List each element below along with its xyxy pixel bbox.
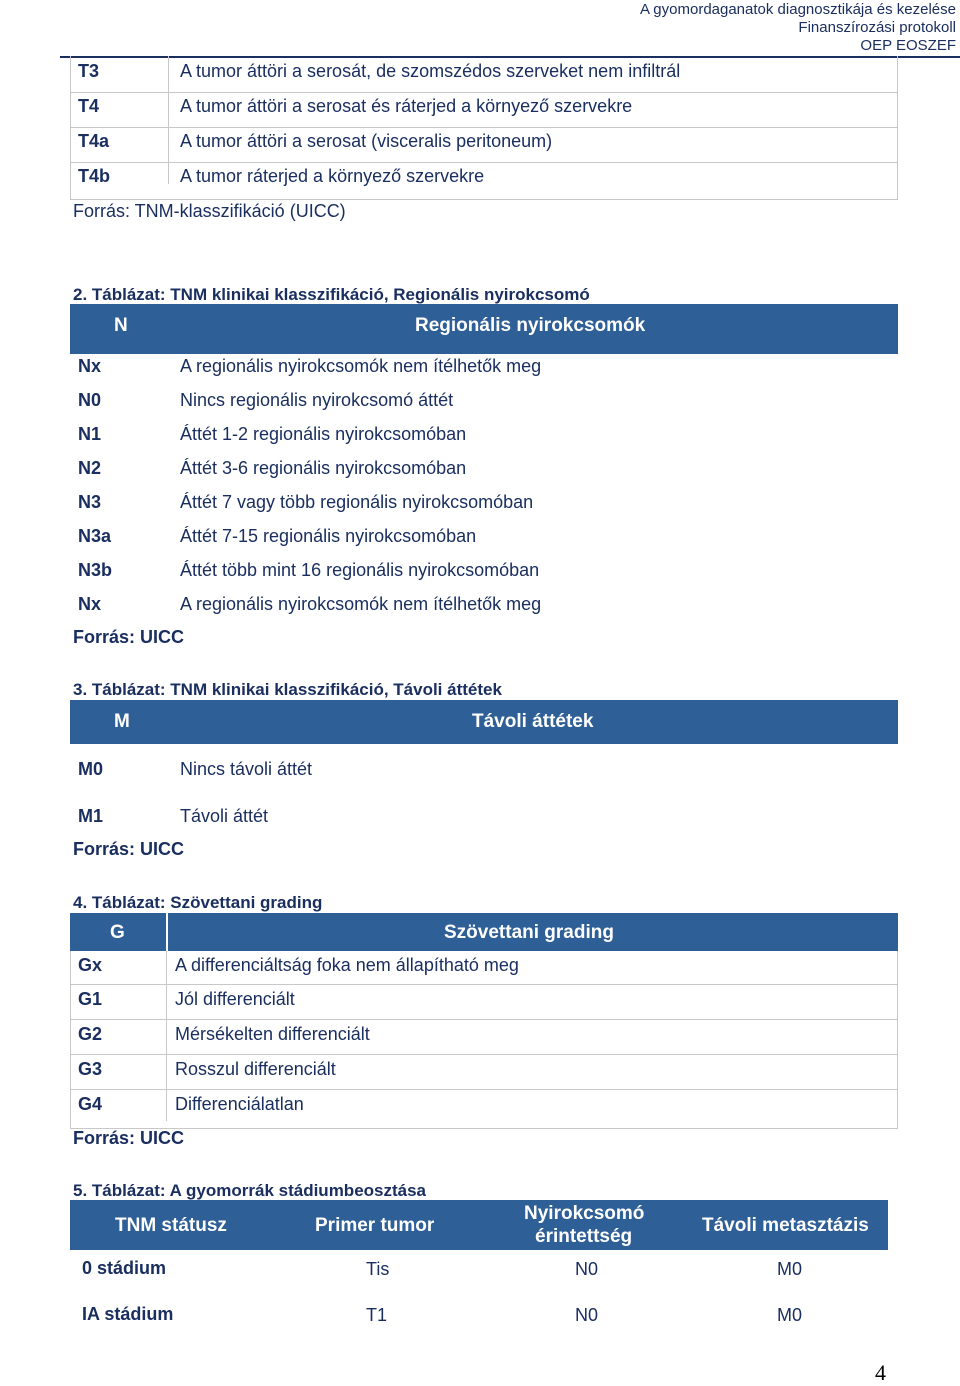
g-table-caption: 4. Táblázat: Szövettani grading <box>73 893 323 912</box>
g-table-source: Forrás: UICC <box>73 1128 185 1148</box>
n-row-desc: Áttét 3-6 regionális nyirokcsomóban <box>180 458 467 478</box>
g-header-code: G <box>110 922 125 943</box>
stage-row-t: Tis <box>366 1259 390 1279</box>
m-row-desc: Távoli áttét <box>180 806 269 826</box>
n-row-desc: Áttét 7-15 regionális nyirokcsomóban <box>180 526 477 546</box>
n-row-desc: A regionális nyirokcsomók nem ítélhetők meg <box>180 594 542 614</box>
g-row-desc: Jól differenciált <box>175 989 295 1009</box>
g-row-code: G2 <box>78 1024 103 1044</box>
n-row-code: N1 <box>78 424 102 444</box>
m-row-code: M0 <box>78 759 104 779</box>
stage-row-m: M0 <box>777 1259 803 1279</box>
running-header-title: A gyomordaganatok diagnosztikája és kezelése <box>639 1 956 18</box>
n-row-code: N2 <box>78 458 102 478</box>
t-row-code: T4a <box>78 131 110 151</box>
stage-header-node-line2: érintettség <box>535 1226 633 1247</box>
stage-table-header <box>70 1200 888 1250</box>
n-row-code: N3b <box>78 560 113 580</box>
g-row-desc: Rosszul differenciált <box>175 1059 336 1079</box>
n-row-code: N0 <box>78 390 102 410</box>
g-header-title: Szövettani grading <box>444 922 614 943</box>
stage-header-primary-tumor: Primer tumor <box>315 1215 435 1236</box>
n-row-desc: A regionális nyirokcsomók nem ítélhetők meg <box>180 356 542 376</box>
stage-row-t: T1 <box>366 1305 388 1325</box>
n-row-code: N3a <box>78 526 112 546</box>
page-number: 4 <box>875 1360 886 1385</box>
stage-row-n: N0 <box>575 1259 599 1279</box>
stage-row-label: IA stádium <box>82 1304 174 1324</box>
m-header-code: M <box>114 711 130 732</box>
n-row-desc: Nincs regionális nyirokcsomó áttét <box>180 390 454 410</box>
n-header-title: Regionális nyirokcsomók <box>415 315 646 336</box>
g-table-header <box>70 913 898 951</box>
n-row-desc: Áttét 1-2 regionális nyirokcsomóban <box>180 424 467 444</box>
running-header-org: OEP EOSZEF <box>860 37 956 54</box>
stage-table-caption: 5. Táblázat: A gyomorrák stádiumbeosztása <box>73 1181 427 1200</box>
t-row-code: T4 <box>78 96 100 116</box>
n-row-desc: Áttét több mint 16 regionális nyirokcsomóban <box>180 560 540 580</box>
t-row-code: T4b <box>78 166 111 186</box>
g-row-desc: A differenciáltság foka nem állapítható meg <box>175 955 519 975</box>
t-row-code: T3 <box>78 61 100 81</box>
stage-row-m: M0 <box>777 1305 803 1325</box>
n-row-code: N3 <box>78 492 102 512</box>
stage-header-distant: Távoli metasztázis <box>702 1215 869 1236</box>
m-table-header <box>70 700 898 744</box>
stage-header-status: TNM státusz <box>115 1215 227 1236</box>
m-table-source: Forrás: UICC <box>73 839 185 859</box>
n-table-caption: 2. Táblázat: TNM klinikai klasszifikáció, Regionális nyirokcsomó <box>73 285 590 304</box>
m-table-caption: 3. Táblázat: TNM klinikai klasszifikáció, Távoli áttétek <box>73 680 502 699</box>
g-row-code: Gx <box>78 955 103 975</box>
n-row-desc: Áttét 7 vagy több regionális nyirokcsomóban <box>180 492 534 512</box>
m-row-code: M1 <box>78 806 104 826</box>
t-row-desc: A tumor áttöri a serosat és ráterjed a környező szervekre <box>180 96 633 116</box>
n-table-source: Forrás: UICC <box>73 627 185 647</box>
g-row-desc: Mérsékelten differenciált <box>175 1024 370 1044</box>
t-row-desc: A tumor ráterjed a környező szervekre <box>180 166 485 186</box>
g-row-code: G1 <box>78 989 103 1009</box>
running-header-subtitle: Finanszírozási protokoll <box>798 19 956 36</box>
stage-row-n: N0 <box>575 1305 599 1325</box>
n-row-code: Nx <box>78 594 102 614</box>
t-row-desc: A tumor áttöri a serosát, de szomszédos szerveket nem infiltrál <box>180 61 681 81</box>
g-row-desc: Differenciálatlan <box>175 1094 304 1114</box>
g-row-code: G4 <box>78 1094 103 1114</box>
stage-row-label: 0 stádium <box>82 1258 167 1278</box>
m-row-desc: Nincs távoli áttét <box>180 759 313 779</box>
n-header-code: N <box>114 315 128 336</box>
t-row-desc: A tumor áttöri a serosat (visceralis peritoneum) <box>180 131 553 151</box>
stage-header-node-line1: Nyirokcsomó <box>524 1203 645 1224</box>
n-table-header <box>70 304 898 354</box>
n-row-code: Nx <box>78 356 102 376</box>
t-table-source: Forrás: TNM-klasszifikáció (UICC) <box>73 201 346 221</box>
g-row-code: G3 <box>78 1059 103 1079</box>
m-header-title: Távoli áttétek <box>472 711 594 732</box>
